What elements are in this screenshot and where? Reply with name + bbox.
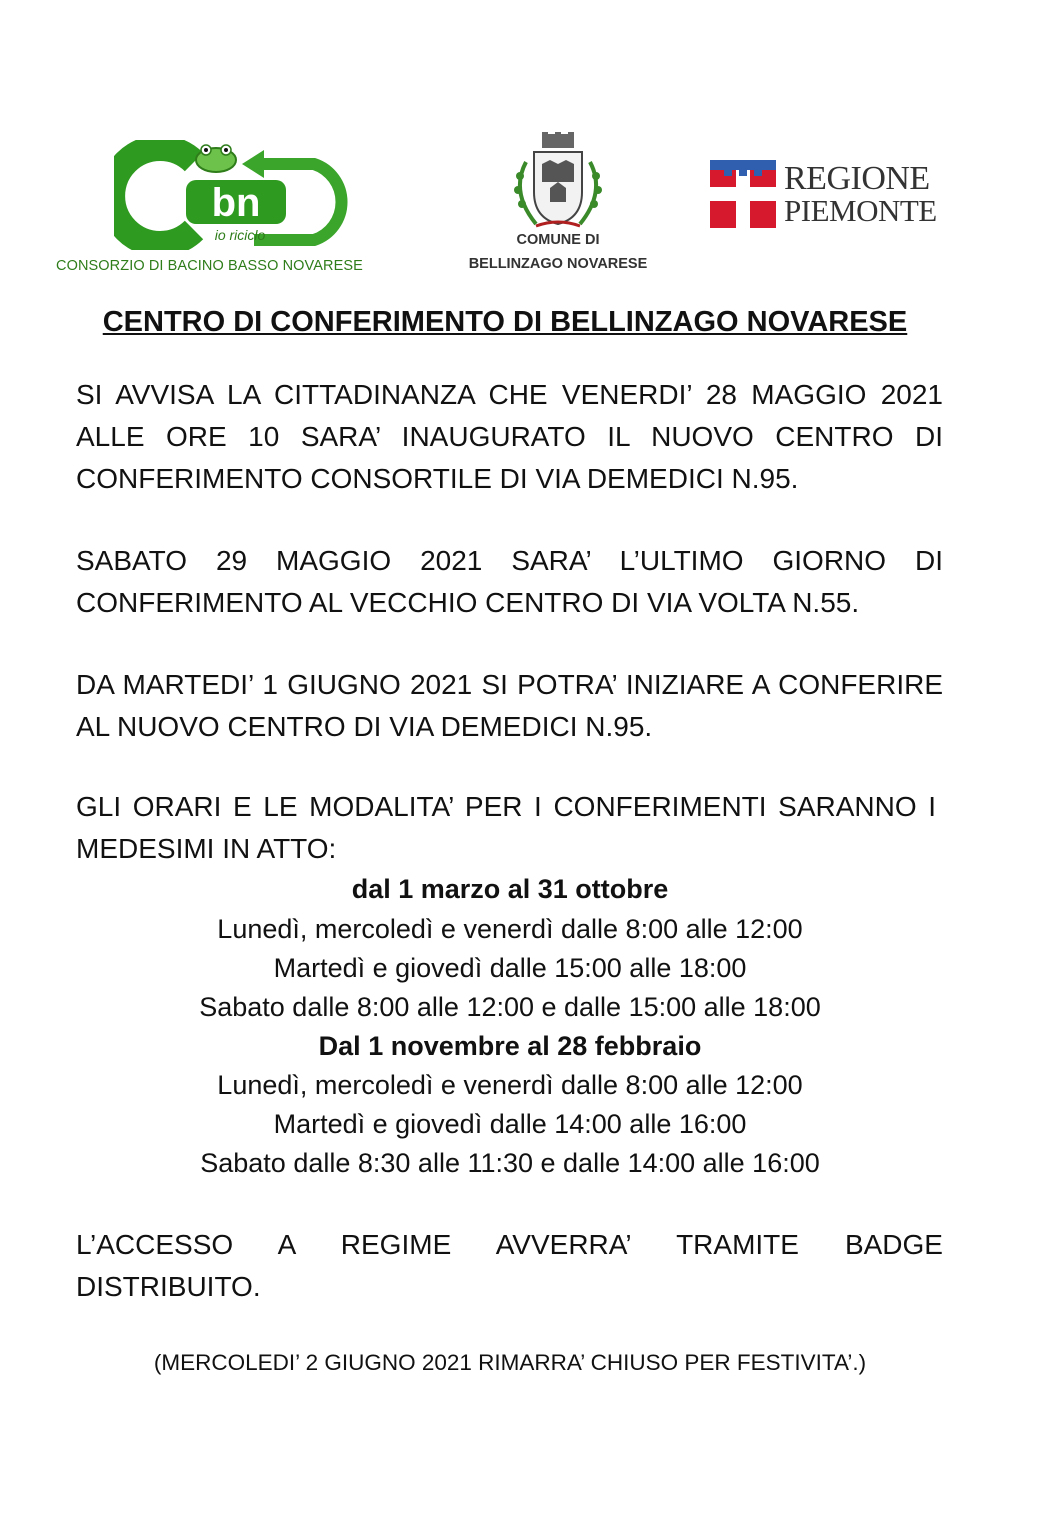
comune-logo — [440, 132, 676, 280]
svg-text:bn: bn — [211, 181, 261, 225]
paragraph-new-center: DA MARTEDI’ 1 GIUGNO 2021 SI POTRA’ INIZIARE A CONFERIRE AL NUOVO CENTRO DI VIA DEMEDICI N.95. — [76, 669, 943, 742]
schedule-summer-heading: dal 1 marzo al 31 ottobre — [351, 874, 669, 904]
cbn-logo — [56, 140, 390, 280]
paragraph-badge-access: L’ACCESSO A REGIME AVVERRA’ TRAMITE BADGE DISTRIBUITO. — [76, 1229, 943, 1302]
comune-line2: BELLINZAGO NOVARESE — [468, 256, 648, 272]
schedule-winter-line: Sabato dalle 8:30 alle 11:30 e dalle 14:00 alle 16:00 — [200, 1148, 820, 1178]
schedule-winter-line: Martedì e giovedì dalle 14:00 alle 16:00 — [273, 1109, 747, 1139]
paragraph-last-day: SABATO 29 MAGGIO 2021 SARA’ L’ULTIMO GIORNO DI CONFERIMENTO AL VECCHIO CENTRO DI VIA VOLTA N.55. — [76, 545, 943, 618]
svg-text:io riciclo: io riciclo — [214, 227, 266, 243]
paragraph-schedule-intro: GLI ORARI E LE MODALITA’ PER I CONFERIMENTI SARANNO I MEDESIMI IN ATTO: — [76, 791, 936, 864]
schedule-winter-heading: Dal 1 novembre al 28 febbraio — [318, 1031, 702, 1061]
comune-line1: COMUNE DI — [516, 232, 600, 248]
regione-line1: REGIONE — [784, 160, 930, 197]
regione-line2: PIEMONTE — [784, 193, 937, 228]
footer-note: (MERCOLEDI’ 2 GIUGNO 2021 RIMARRA’ CHIUSO PER FESTIVITA’.) — [153, 1350, 867, 1375]
schedule-summer-line: Sabato dalle 8:00 alle 12:00 e dalle 15:00 alle 18:00 — [199, 992, 821, 1022]
page-title: CENTRO DI CONFERIMENTO DI BELLINZAGO NOVARESE — [102, 306, 908, 338]
schedule-summer-line: Lunedì, mercoledì e venerdì dalle 8:00 alle 12:00 — [217, 914, 803, 944]
comune-crest-icon — [496, 132, 620, 232]
schedule-winter-line: Lunedì, mercoledì e venerdì dalle 8:00 alle 12:00 — [217, 1070, 803, 1100]
cbn-logo-mark — [114, 140, 390, 250]
cbn-caption: CONSORZIO DI BACINO BASSO NOVARESE — [56, 258, 363, 274]
regione-logo — [710, 160, 950, 230]
piemonte-flag-icon — [710, 160, 776, 228]
schedule-summer-line: Martedì e giovedì dalle 15:00 alle 18:00 — [273, 953, 747, 983]
paragraph-inauguration: SI AVVISA LA CITTADINANZA CHE VENERDI’ 28 MAGGIO 2021 ALLE ORE 10 SARA’ INAUGURATO IL NUOVO CENTRO DI CONFERIMENTO CONSORTILE DI VIA DEMEDICI N.95. — [76, 379, 943, 494]
